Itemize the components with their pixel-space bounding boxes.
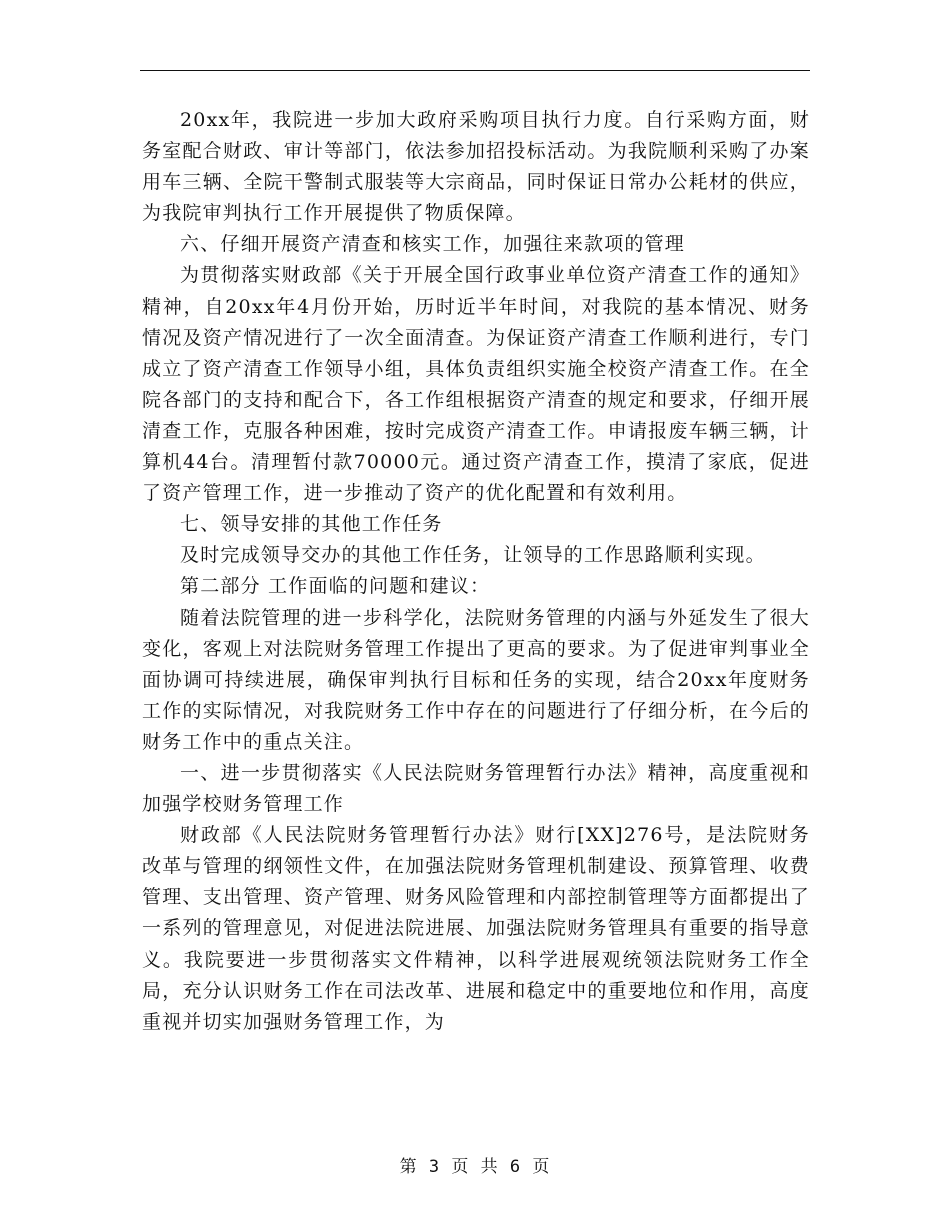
paragraph-implementation: 财政部《人民法院财务管理暂行办法》财行[XX]276号，是法院财务改革与管理的纲领性文件，在加强法院财务管理机制建设、预算管理、收费管理、支出管理、资产管理、财务风险管理和内部控制管理等方面都提出了一系列的管理意见，对促进法院进展、加强法院财务管理具有重要的指导意义。我院要进一步贯彻落实文件精神，以科学进展观统领法院财务工作全局，充分认识财务工作在司法改革、进展和稳定中的重要地位和作用，高度重视并切实加强财务管理工作，为: [142, 824, 810, 1033]
document-body: [142, 105, 810, 1038]
paragraph-other-tasks: 及时完成领导交办的其他工作任务，让领导的工作思路顺利实现。: [180, 544, 766, 567]
page-number: 第 3 页 共 6 页: [399, 1157, 551, 1177]
paragraph-procurement: 20xx年，我院进一步加大政府采购项目执行力度。自行采购方面，财务室配合财政、审计等部门，依法参加招投标活动。为我院顺利采购了办案用车三辆、全院干警制式服装等大宗商品，同时保证日常办公耗材的供应，为我院审判执行工作开展提供了物质保障。: [142, 109, 810, 225]
header-rule: [140, 70, 810, 71]
section-heading-asset-check: 六、仔细开展资产清查和核实工作，加强往来款项的管理: [180, 233, 686, 256]
part-heading-problems: 第二部分 工作面临的问题和建议：: [180, 575, 491, 598]
paragraph-problems: 随着法院管理的进一步科学化，法院财务管理的内涵与外延发生了很大变化，客观上对法院财务管理工作提出了更高的要求。为了促进审判事业全面协调可持续进展，确保审判执行目标和任务的实现，结合20xx年度财务工作的实际情况，对我院财务工作中存在的问题进行了仔细分析，在今后的财务工作中的重点关注。: [142, 606, 810, 753]
section-heading-other-tasks: 七、领导安排的其他工作任务: [180, 513, 443, 536]
section-heading-implementation: 一、进一步贯彻落实《人民法院财务管理暂行办法》精神，高度重视和加强学校财务管理工作: [142, 761, 810, 816]
paragraph-asset-check: 为贯彻落实财政部《关于开展全国行政事业单位资产清查工作的通知》精神，自20xx年4月份开始，历时近半年时间，对我院的基本情况、财务情况及资产情况进行了一次全面清查。为保证资产清查工作顺利进行，专门成立了资产清查工作领导小组，具体负责组织实施全校资产清查工作。在全院各部门的支持和配合下，各工作组根据资产清查的规定和要求，仔细开展清查工作，克服各种困难，按时完成资产清查工作。申请报废车辆三辆，计算机44台。清理暂付款70000元。通过资产清查工作，摸清了家底，促进了资产管理工作，进一步推动了资产的优化配置和有效利用。: [142, 264, 810, 505]
